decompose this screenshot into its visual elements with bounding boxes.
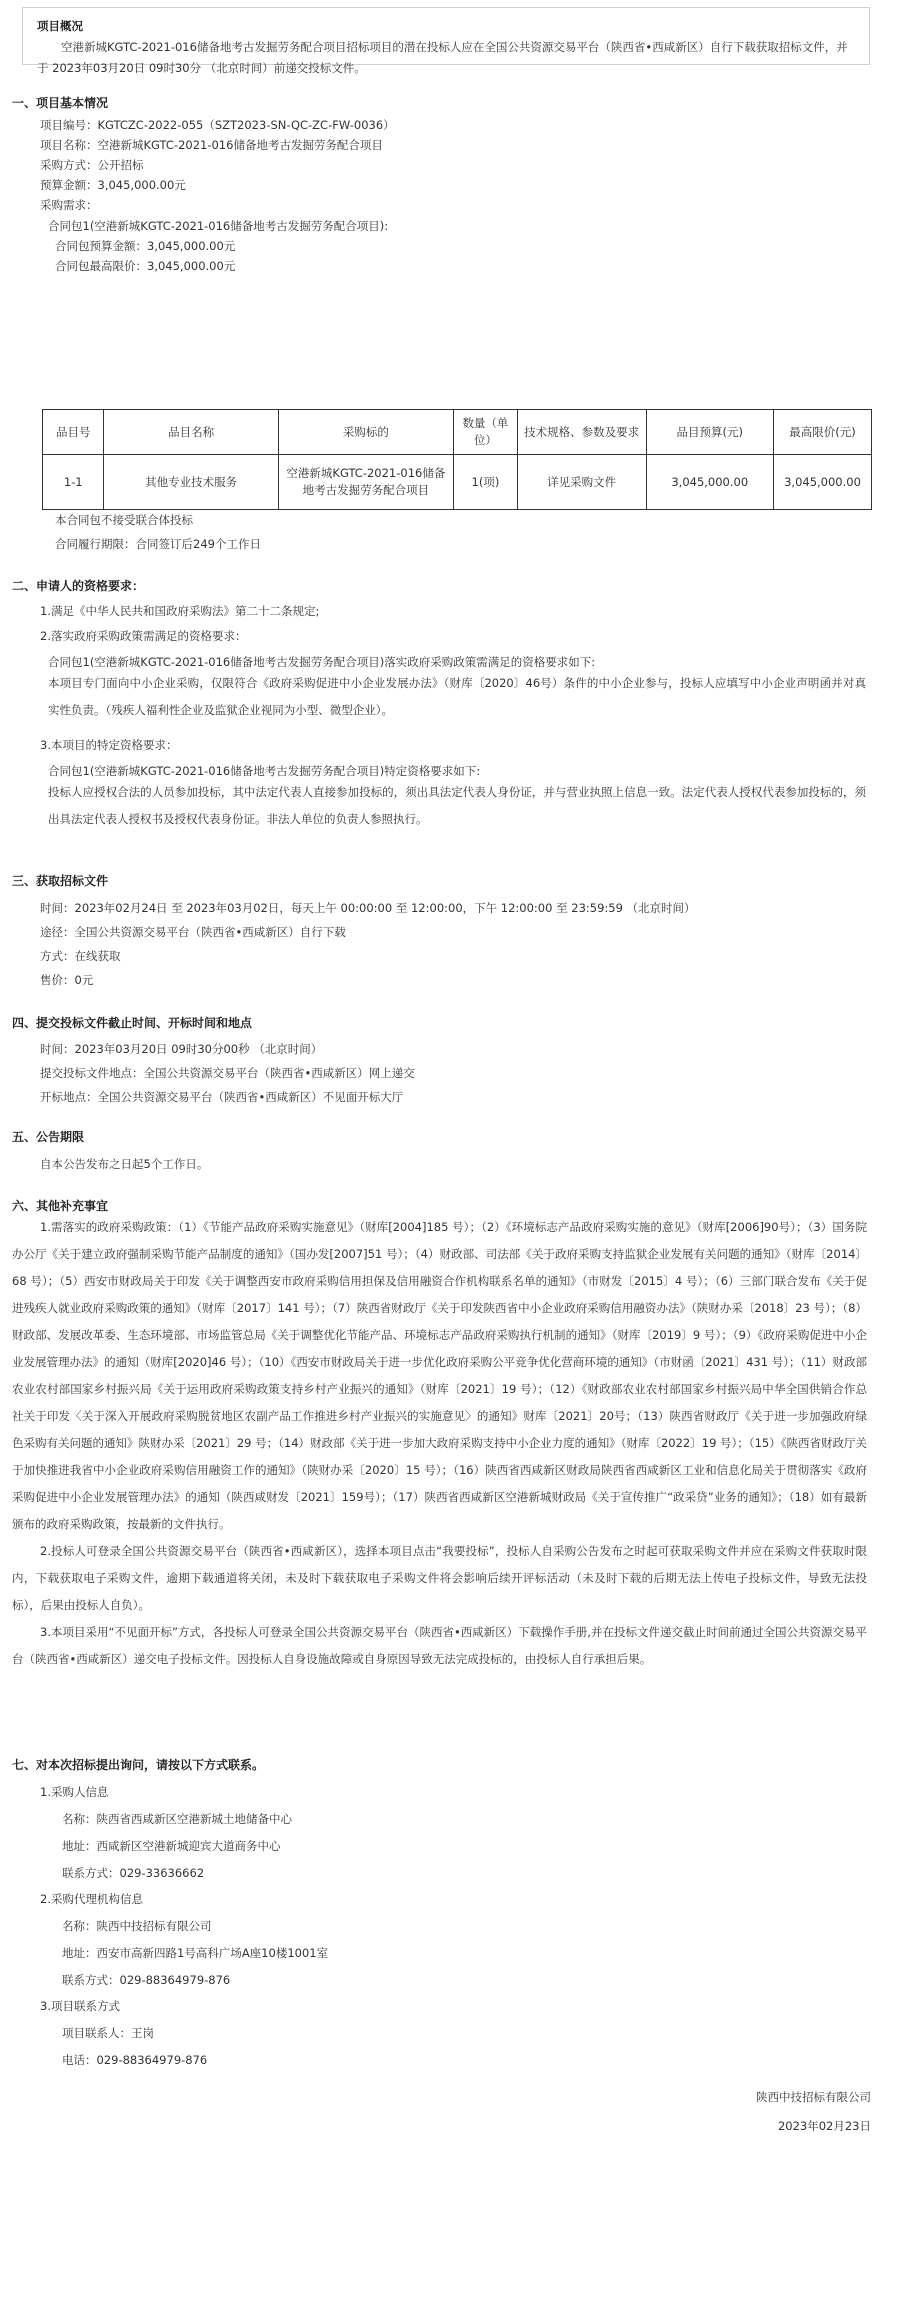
footer-date: 2023年02月23日 [777,2119,871,2133]
acquire-price: 售价：0元 [40,973,94,987]
purchaser-address: 地址：西咸新区空港新城迎宾大道商务中心 [62,1839,281,1853]
project-number: 项目编号：KGTCZC-2022-055（SZT2023-SN-QC-ZC-FW-0036） [40,118,395,132]
acquire-time: 时间：2023年02月24日 至 2023年03月02日，每天上午 00:00:00 至 12:00:00，下午 12:00:00 至 23:59:59 （北京时间） [40,901,696,915]
project-name: 项目名称：空港新城KGTC-2021-016储备地考古发掘劳务配合项目 [40,138,383,152]
column-header: 最高限价(元) [774,410,872,455]
budget-amount: 预算金额：3,045,000.00元 [40,178,186,192]
qualification-item-1: 1.满足《中华人民共和国政府采购法》第二十二条规定; [40,604,320,618]
column-header: 采购标的 [278,410,453,455]
agency-contact: 联系方式：029-88364979-876 [62,1973,231,1987]
purchaser-label: 1.采购人信息 [40,1785,109,1799]
footer-company: 陕西中技招标有限公司 [756,2090,871,2104]
agency-label: 2.采购代理机构信息 [40,1892,143,1906]
qualification-item-3: 3.本项目的特定资格要求： [40,738,178,752]
column-header: 品目名称 [104,410,278,455]
section-2-title: 二、申请人的资格要求： [12,579,145,593]
acquire-channel: 途径：全国公共资源交易平台（陕西省•西咸新区）自行下载 [40,925,346,939]
acquire-way: 方式：在线获取 [40,949,121,963]
qualification-item-2: 2.落实政府采购政策需满足的资格要求： [40,629,247,643]
column-header: 品目号 [43,410,104,455]
policy-list: 1.需落实的政府采购政策：（1）《节能产品政府采购实施意见》（财库[2004]185 号）；（2）《环境标志产品政府采购实施的意见》（财库[2006]90号）；（3）国务院办公厅《关于建立政府强制采购节能产品制度的通知》（国办发[2007]51 号）；（4）财政部、司法部《关于政府采购支持监狱企业发展有关问题的通知》（财库〔2014〕68 号）；（5）西安市财政局关于印发《关于调整西安市政府采购信用担保及信用融资合作机构联系名单的通知》（市财发〔2015〕4 号）；（6）三部门联合发布《关于促进残疾人就业政府采购政策的通知》（财库〔2017〕141 号）；（7）陕西省财政厅《关于印发陕西省中小企业政府采购信用融资办法》（陕财办采〔2018〕23 号）；（8）财政部、发展改革委、生态环境部、市场监管总局《关于调整优化节能产品、环境标志产品政府采购执行机制的通知》（财库〔2019〕9 号）；（9）《政府采购促进中小企业发展管理办法》的通知（财库[2020]46 号）；（10）《西安市财政局关于进一步优化政府采购公平竞争优化营商环境的通知》（市财函〔2021〕431 号）；（11）财政部农业农村部国家乡村振兴局《关于运用政府采购政策支持乡村产业振兴的通知》（财库〔2021〕19 号）；（12）《财政部农业农村部国家乡村振兴局中华全国供销合作总社关于印发〈关于深入开展政府采购脱贫地区农副产品工作推进乡村产业振兴的实施意见〉的通知》财库〔2021〕20号；（13）陕西省财政厅《关于进一步加强政府绿色采购有关问题的通知》陕财办采〔2021〕29 号；（14）财政部《关于进一步加大政府采购支持中小企业力度的通知》（财库〔2022〕19 号）；（15）《陕西省财政厅关于加快推进我省中小企业政府采购信用融资工作的通知》（陕财办采〔2020〕15 号）；（16）陕西省西咸新区财政局陕西省西咸新区工业和信息化局关于贯彻落实《政府采购促进中小企业发展管理办法》的通知（陕西咸财发〔2021〕159号）；（17）陕西省西咸新区空港新城财政局《关于宣传推广“政采贷”业务的通知》；（18）如有最新颁布的政府采购政策，按最新的文件执行。 [12,1220,867,1531]
package-max-price: 合同包最高限价：3,045,000.00元 [55,259,236,273]
notice-period: 自本公告发布之日起5个工作日。 [40,1157,209,1171]
qualification-item-3-detail [48,779,866,833]
opening-place: 开标地点：全国公共资源交易平台（陕西省•西咸新区）不见面开标大厅 [40,1090,404,1104]
procurement-items-table [42,409,872,510]
project-contact-label: 3.项目联系方式 [40,1999,120,2013]
overview-title: 项目概况 [37,19,83,33]
sme-policy-text: 本项目专门面向中小企业采购，仅限符合《政府采购促进中小企业发展办法》（财库〔2020〕46号）条件的中小企业参与，投标人应填写中小企业声明函并对真实性负责。（残疾人福利性企业及监狱企业视同为小型、微型企业）。 [48,676,866,717]
remote-opening-note: 3.本项目采用“不见面开标”方式，各投标人可登录全国公共资源交易平台（陕西省•西咸新区）下载操作手册,并在投标文件递交截止时间前通过全国公共资源交易平台（陕西省•西咸新区）递交电子投标文件。因投标人自身设施故障或自身原因导致无法完成投标的，由投标人自行承担后果。 [12,1625,867,1666]
agency-name: 名称：陕西中技招标有限公司 [62,1919,212,1933]
agency-address: 地址：西安市高新四路1号高科广场A座10楼1001室 [62,1946,329,1960]
project-contact-person: 项目联系人：王岗 [62,2026,154,2040]
authorization-text: 投标人应授权合法的人员参加投标，其中法定代表人直接参加投标的，须出具法定代表人身份证，并与营业执照上信息一致。法定代表人授权代表参加投标的，须出具法定代表人授权书及授权代表身份证。非法人单位的负责人参照执行。 [48,785,866,826]
table-cell: 1(项) [454,455,518,510]
download-note: 2.投标人可登录全国公共资源交易平台（陕西省•西咸新区），选择本项目点击“我要投标”，投标人自采购公告发布之时起可获取采购文件并应在采购文件获取时限内，下载获取电子采购文件，逾期下载通道将关闭，未及时下载获取电子采购文件将会影响后续开评标活动（未及时下载的后期无法上传电子投标文件，导致无法投标），后果由投标人自负）。 [12,1544,867,1612]
project-contact-phone: 电话：029-88364979-876 [62,2053,208,2067]
no-consortium-note: 本合同包不接受联合体投标 [55,513,193,527]
table-header-row [43,410,872,455]
purchaser-name: 名称：陕西省西咸新区空港新城土地储备中心 [62,1812,292,1826]
contract-package: 合同包1(空港新城KGTC-2021-016储备地考古发掘劳务配合项目): [48,219,389,233]
qualification-item-2-detail [48,670,866,724]
column-header: 技术规格、参数及要求 [517,410,646,455]
column-header: 品目预算(元) [646,410,774,455]
table-cell: 3,045,000.00 [774,455,872,510]
section-3-title: 三、获取招标文件 [12,874,109,888]
deadline-time: 时间：2023年03月20日 09时30分00秒 （北京时间） [40,1042,323,1056]
section-4-title: 四、提交投标文件截止时间、开标时间和地点 [12,1016,253,1030]
contract-period: 合同履行期限：合同签订后249个工作日 [55,537,261,551]
procurement-demand-label: 采购需求： [40,198,98,212]
table-cell: 空港新城KGTC-2021-016储备地考古发掘劳务配合项目 [278,455,453,510]
purchaser-contact: 联系方式：029-33636662 [62,1866,205,1880]
qualification-item-2-sub: 合同包1(空港新城KGTC-2021-016储备地考古发掘劳务配合项目)落实政府采购政策需满足的资格要求如下: [48,655,596,669]
section-6-title: 六、其他补充事宜 [12,1199,109,1213]
column-header: 数量（单位） [454,410,518,455]
overview-text: 空港新城KGTC-2021-016储备地考古发掘劳务配合项目招标项目的潜在投标人应在全国公共资源交易平台（陕西省•西咸新区）自行下载获取招标文件，并于 2023年03月20日 09时30分 （北京时间）前递交投标文件。 [37,40,848,75]
table-cell: 其他专业技术服务 [104,455,278,510]
table-cell: 3,045,000.00 [646,455,774,510]
table-row [43,455,872,510]
table-cell: 详见采购文件 [517,455,646,510]
submit-place: 提交投标文件地点：全国公共资源交易平台（陕西省•西咸新区）网上递交 [40,1066,415,1080]
qualification-item-3-sub: 合同包1(空港新城KGTC-2021-016储备地考古发掘劳务配合项目)特定资格要求如下: [48,764,481,778]
other-matters [12,1214,867,1673]
table-cell: 1-1 [43,455,104,510]
project-overview-box [22,7,870,75]
package-budget: 合同包预算金额：3,045,000.00元 [55,239,236,253]
section-7-title: 七、对本次招标提出询问，请按以下方式联系。 [12,1758,265,1772]
procurement-method: 采购方式：公开招标 [40,158,144,172]
section-1-title: 一、项目基本情况 [12,96,109,110]
section-5-title: 五、公告期限 [12,1130,85,1144]
